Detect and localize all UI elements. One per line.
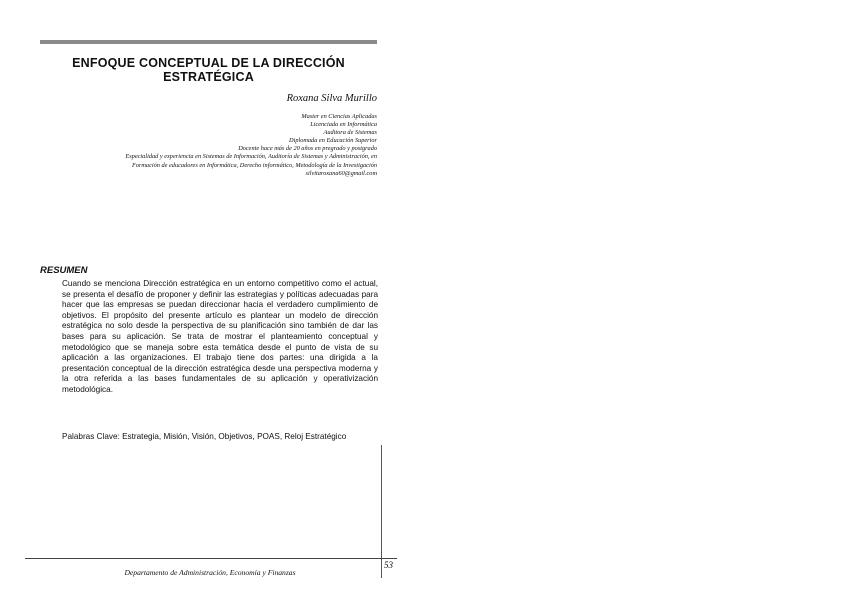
credential-line: Formación de educadores en Informática, Derecho informático, Metodología de la Investigación bbox=[131, 161, 377, 169]
credential-line: Docente hace más de 20 años en pregrado y postgrado bbox=[238, 145, 377, 153]
footer-department: Departamento de Administración, Economía y Finanzas bbox=[124, 568, 296, 577]
author-name: Roxana Silva Murillo bbox=[286, 93, 377, 104]
author-email: silvitaroxana60@gmail.com bbox=[305, 169, 377, 177]
footer-rule bbox=[25, 558, 397, 559]
credential-line: Master en Ciencias Aplicadas bbox=[301, 113, 377, 120]
credential-line: Auditora de Sistemas bbox=[323, 129, 377, 137]
credential-line: Licenciada en Informática bbox=[310, 121, 377, 129]
page-number: 53 bbox=[384, 560, 393, 570]
title-line-1: ENFOQUE CONCEPTUAL DE LA DIRECCIÓN bbox=[72, 56, 345, 70]
abstract-body: Cuando se menciona Dirección estratégica en un entorno competitivo como el actual, se presenta el desafío de proponer y definir las estrategias y políticas adecuadas para hacer que las empresas se puedan direccionar hacia el verdadero cumplimiento de objetivos. El propósito del presente artículo es plantear un modelo de dirección estratégica no solo desde la perspectiva de su planificación sino también de dar las bases para su aplicación. Se trata de mostrar el planteamiento conceptual y metodológico que se maneja sobre esta temática desde el punto de vista de su aplicación a las organizaciones. El trabajo tiene dos partes: una dirigida a la presentación conceptual de la dirección estratégica desde una perspectiva moderna y la otra referida a las bases fundamentales de su aplicación y operativización metodológica. bbox=[62, 279, 378, 394]
author-credentials bbox=[40, 113, 377, 178]
top-rule bbox=[40, 40, 377, 44]
credential-line: Diplomada en Educación Superior bbox=[289, 137, 377, 145]
article-title bbox=[40, 56, 377, 84]
title-line-2: ESTRATÉGICA bbox=[163, 70, 254, 84]
abstract-heading: RESUMEN bbox=[40, 265, 88, 276]
keywords: Palabras Clave: Estrategia, Misión, Visión, Objetivos, POAS, Reloj Estratégico bbox=[62, 432, 347, 441]
credential-line: Especialidad y experiencia en Sistemas de Información, Auditoría de Sistemas y Administración, en bbox=[125, 153, 377, 161]
